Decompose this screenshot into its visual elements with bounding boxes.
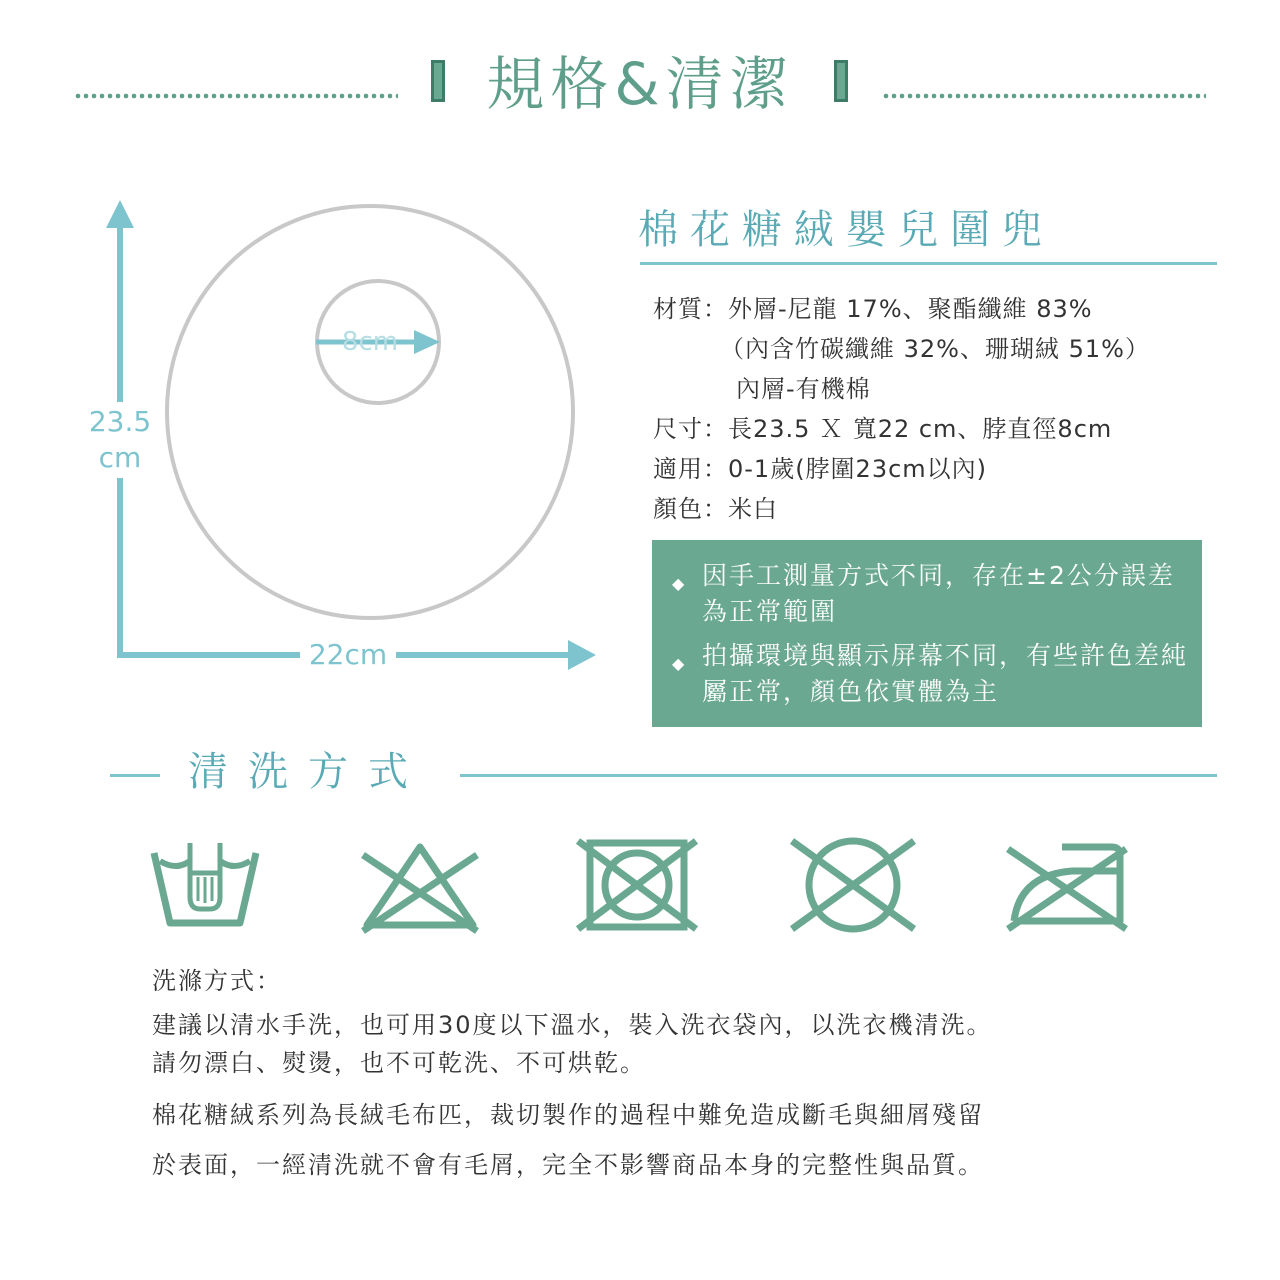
- header-dots-right: [882, 92, 1206, 100]
- washing-line-1: 建議以清水手洗，也可用30度以下溫水，裝入洗衣袋內，以洗衣機清洗。: [152, 1011, 993, 1039]
- no-iron-icon: [1002, 835, 1132, 935]
- washing-line-left: [110, 774, 160, 777]
- spec-material: 材質：外層-尼龍 17%、聚酯纖維 83%: [653, 295, 1093, 323]
- notes-box: [652, 540, 1202, 727]
- washing-line-3: 棉花糖絨系列為長絨毛布匹，裁切製作的過程中難免造成斷毛與細屑殘留: [152, 1101, 984, 1129]
- washing-line-right: [460, 774, 1217, 777]
- spec-size: 尺寸：長23.5 Ｘ 寬22 cm、脖直徑8cm: [653, 415, 1113, 443]
- washing-line-4: 於表面，一經清洗就不會有毛屑，完全不影響商品本身的完整性與品質。: [152, 1151, 984, 1179]
- no-bleach-icon: [355, 835, 485, 935]
- header-bar-left: [431, 60, 445, 102]
- spec-color: 顏色：米白: [653, 495, 778, 523]
- spec-age: 適用：0-1歲(脖圍23cm以內): [653, 455, 988, 483]
- hand-wash-icon: [140, 835, 270, 935]
- washing-method-label: 洗滌方式：: [152, 967, 282, 995]
- washing-title: 清洗方式: [188, 749, 428, 795]
- width-label: 22cm: [308, 638, 388, 671]
- height-label-2: cm: [98, 441, 142, 474]
- product-name: 棉花糖絨嬰兒圍兜: [638, 207, 1054, 253]
- diamond-bullet-icon: ◆: [672, 654, 687, 673]
- product-title-underline: [640, 262, 1217, 265]
- page-title: 規格&清潔: [486, 50, 794, 118]
- spec-inner-layer: 內層-有機棉: [736, 375, 871, 403]
- header-dots-left: [74, 92, 398, 100]
- height-label-1: 23.5: [88, 405, 152, 438]
- neck-diameter-label: 8cm: [341, 327, 399, 357]
- no-dry-clean-icon: [788, 835, 918, 935]
- no-tumble-dry-icon: [572, 835, 702, 935]
- diamond-bullet-icon: ◆: [672, 574, 687, 593]
- note-item: ◆ 因手工測量方式不同，存在±2公分誤差為正常範圍: [672, 561, 1175, 626]
- header-bar-right: [834, 60, 848, 102]
- washing-line-2: 請勿漂白、熨燙，也不可乾洗、不可烘乾。: [152, 1049, 646, 1077]
- note-item: ◆ 拍攝環境與顯示屏幕不同，有些許色差純屬正常，顏色依實體為主: [672, 641, 1189, 706]
- spec-material-detail: （內含竹碳纖維 32%、珊瑚絨 51%）: [720, 335, 1150, 363]
